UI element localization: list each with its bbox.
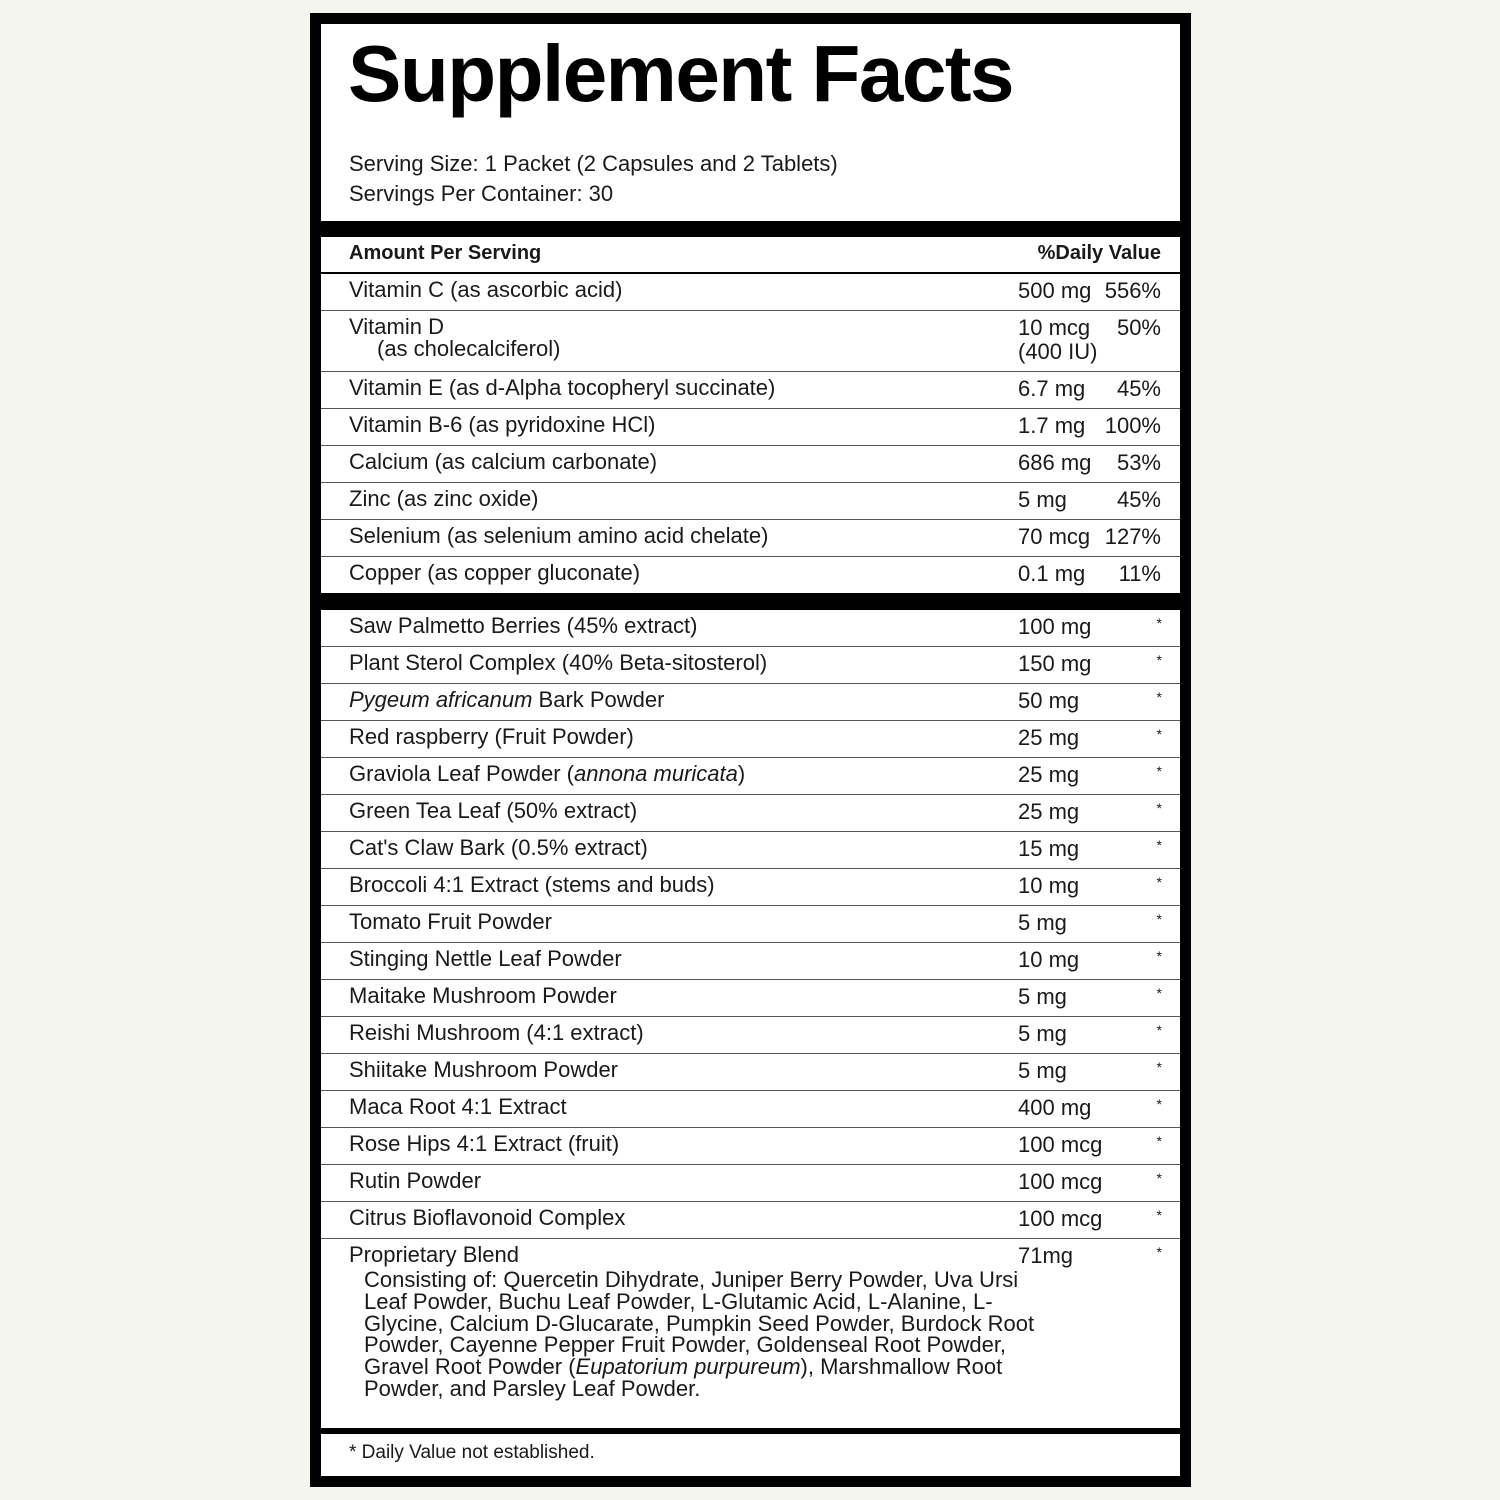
ingredient-amount: 5 mg [1018, 984, 1067, 1009]
not-established-asterisk: * [1156, 911, 1162, 927]
ingredient-amount: 5 mg [1018, 1021, 1067, 1046]
serving-size: Serving Size: 1 Packet (2 Capsules and 2 Tablets) [349, 151, 838, 176]
ingredient-row [321, 1054, 1180, 1091]
ingredient-amount: 100 mg [1018, 614, 1092, 639]
not-established-asterisk: * [1156, 985, 1162, 1001]
ingredient-name-post: ) [737, 761, 746, 786]
ingredient-amount: 100 mcg [1018, 1132, 1103, 1157]
not-established-asterisk: * [1156, 1133, 1162, 1149]
nutrient-name: Vitamin D [349, 314, 444, 339]
ingredient-name: Shiitake Mushroom Powder [349, 1057, 619, 1082]
servings-per-container: Servings Per Container: 30 [349, 181, 614, 206]
ingredient-name: Saw Palmetto Berries (45% extract) [349, 613, 698, 638]
label-footer [321, 1434, 1180, 1476]
ingredient-name-rest: Bark Powder [532, 687, 665, 712]
ingredient-row [321, 610, 1180, 647]
ingredient-name: Red raspberry (Fruit Powder) [349, 724, 634, 749]
blend-ingredients-part-2: ), Marshmallow Root Powder, and Parsley Leaf Powder. [364, 1354, 1003, 1401]
supplement-facts-label [310, 13, 1191, 1487]
ingredient-name: Tomato Fruit Powder [349, 909, 552, 934]
not-established-asterisk: * [1156, 948, 1162, 964]
ingredient-name: Reishi Mushroom (4:1 extract) [349, 1020, 644, 1045]
nutrient-name: Vitamin B-6 (as pyridoxine HCl) [349, 412, 656, 437]
blend-latin-name: Eupatorium purpureum [575, 1354, 801, 1380]
ingredient-amount: 100 mcg [1018, 1169, 1103, 1194]
ingredient-amount: 15 mg [1018, 836, 1080, 861]
nutrient-row [321, 274, 1180, 311]
nutrient-daily-value: 45% [1116, 376, 1161, 401]
ingredient-row [321, 795, 1180, 832]
ingredient-row [321, 980, 1180, 1017]
blend-amount: 71mg [1018, 1243, 1074, 1268]
ingredient-row [321, 721, 1180, 758]
nutrient-daily-value: 50% [1116, 315, 1161, 340]
blend-name: Proprietary Blend [349, 1242, 519, 1267]
not-established-asterisk: * [1156, 726, 1162, 742]
nutrient-daily-value: 53% [1116, 450, 1161, 475]
nutrient-amount: 1.7 mg [1018, 413, 1086, 438]
not-established-asterisk: * [1156, 1059, 1162, 1075]
footnote: * Daily Value not established. [349, 1442, 595, 1463]
ingredient-amount: 150 mg [1018, 651, 1092, 676]
not-established-asterisk: * [1156, 874, 1162, 890]
ingredient-name: Maitake Mushroom Powder [349, 983, 617, 1008]
nutrient-name: Calcium (as calcium carbonate) [349, 449, 658, 474]
ingredient-name: Rose Hips 4:1 Extract (fruit) [349, 1131, 620, 1156]
ingredient-amount: 25 mg [1018, 725, 1080, 750]
ingredient-row [321, 1165, 1180, 1202]
nutrient-name: Vitamin E (as d-Alpha tocopheryl succinate) [349, 375, 776, 400]
ingredient-row [321, 869, 1180, 906]
not-established-asterisk: * [1156, 763, 1162, 779]
nutrient-amount: 70 mcg [1018, 524, 1091, 549]
ingredient-row [321, 1128, 1180, 1165]
ingredient-name: Maca Root 4:1 Extract [349, 1094, 567, 1119]
ingredient-row [321, 1017, 1180, 1054]
nutrient-row [321, 557, 1180, 593]
ingredient-row [321, 1202, 1180, 1239]
nutrient-row [321, 311, 1180, 372]
nutrient-name: Zinc (as zinc oxide) [349, 486, 539, 511]
ingredient-latin-name: Pygeum africanum [349, 687, 533, 712]
nutrient-row [321, 446, 1180, 483]
ingredient-amount: 25 mg [1018, 799, 1080, 824]
ingredient-amount: 25 mg [1018, 762, 1080, 787]
nutrient-row [321, 483, 1180, 520]
not-established-asterisk: * [1156, 1170, 1162, 1186]
ingredient-amount: 5 mg [1018, 910, 1067, 935]
ingredient-amount: 5 mg [1018, 1058, 1067, 1083]
ingredient-amount: 10 mg [1018, 947, 1080, 972]
ingredient-latin-name: annona muricata [574, 761, 738, 786]
nutrient-amount-iu: (400 IU) [1018, 339, 1098, 364]
blend-ingredients [364, 1269, 1044, 1400]
nutrient-amount: 5 mg [1018, 487, 1067, 512]
nutrient-source: (as cholecalciferol) [377, 336, 561, 361]
ingredient-row [321, 943, 1180, 980]
ingredient-name: Green Tea Leaf (50% extract) [349, 798, 638, 823]
nutrient-name: Selenium (as selenium amino acid chelate) [349, 523, 769, 548]
not-established-asterisk: * [1156, 652, 1162, 668]
ingredient-name-pre: Graviola Leaf Powder ( [349, 761, 574, 786]
nutrient-amount: 500 mg [1018, 278, 1092, 303]
ingredient-amount: 50 mg [1018, 688, 1080, 713]
nutrient-row [321, 409, 1180, 446]
ingredient-name [349, 762, 745, 786]
nutrient-daily-value: 127% [1104, 524, 1161, 549]
ingredient-name: Broccoli 4:1 Extract (stems and buds) [349, 872, 715, 897]
label-header [321, 24, 1180, 221]
not-established-asterisk: * [1156, 1207, 1162, 1223]
herbals-section [321, 610, 1180, 1428]
nutrient-daily-value: 11% [1118, 561, 1161, 586]
nutrient-daily-value: 100% [1104, 413, 1161, 438]
amount-per-serving-header: Amount Per Serving [349, 242, 542, 264]
nutrient-amount: 0.1 mg [1018, 561, 1086, 586]
ingredient-row [321, 906, 1180, 943]
nutrient-amount: 6.7 mg [1018, 376, 1086, 401]
vitamins-section [321, 237, 1180, 593]
nutrient-name: Vitamin C (as ascorbic acid) [349, 277, 623, 302]
ingredient-name: Stinging Nettle Leaf Powder [349, 946, 622, 971]
nutrient-row [321, 520, 1180, 557]
not-established-asterisk: * [1156, 689, 1162, 705]
ingredient-amount: 10 mg [1018, 873, 1080, 898]
not-established-asterisk: * [1156, 1244, 1162, 1260]
nutrient-row [321, 372, 1180, 409]
ingredient-row [321, 647, 1180, 684]
ingredient-row [321, 758, 1180, 795]
ingredient-row [321, 1091, 1180, 1128]
proprietary-blend-row [321, 1239, 1180, 1428]
nutrient-daily-value: 45% [1116, 487, 1161, 512]
label-title: Supplement Facts [348, 29, 1014, 118]
ingredient-name: Cat's Claw Bark (0.5% extract) [349, 835, 648, 860]
table-header-row [321, 237, 1180, 274]
ingredient-name [349, 688, 664, 712]
blend-ingredients-part-1: Consisting of: Quercetin Dihydrate, Juniper Berry Powder, Uva Ursi Leaf Powder, Buchu Leaf Powder, L-Glutamic Acid, L-Alanine, L-Glycine, Calcium D-Glucarate, Pumpkin Seed Powder, Burdock Root Powder, Cayenne Pepper Fruit Powder, Goldenseal Root Powder, Gravel Root Powder ( [364, 1267, 1035, 1380]
nutrient-amount: 686 mg [1018, 450, 1092, 475]
ingredient-name: Citrus Bioflavonoid Complex [349, 1205, 626, 1230]
nutrient-name: Copper (as copper gluconate) [349, 560, 641, 585]
not-established-asterisk: * [1156, 1096, 1162, 1112]
not-established-asterisk: * [1156, 800, 1162, 816]
not-established-asterisk: * [1156, 837, 1162, 853]
ingredient-name: Rutin Powder [349, 1168, 482, 1193]
nutrient-daily-value: 556% [1104, 278, 1161, 303]
ingredient-amount: 100 mcg [1018, 1206, 1103, 1231]
ingredient-amount: 400 mg [1018, 1095, 1092, 1120]
nutrient-amount: 10 mcg [1018, 315, 1091, 340]
ingredient-row [321, 684, 1180, 721]
daily-value-header: %Daily Value [1037, 242, 1161, 264]
not-established-asterisk: * [1156, 1022, 1162, 1038]
not-established-asterisk: * [1156, 615, 1162, 631]
ingredient-name: Plant Sterol Complex (40% Beta-sitosterol) [349, 650, 768, 675]
ingredient-row [321, 832, 1180, 869]
